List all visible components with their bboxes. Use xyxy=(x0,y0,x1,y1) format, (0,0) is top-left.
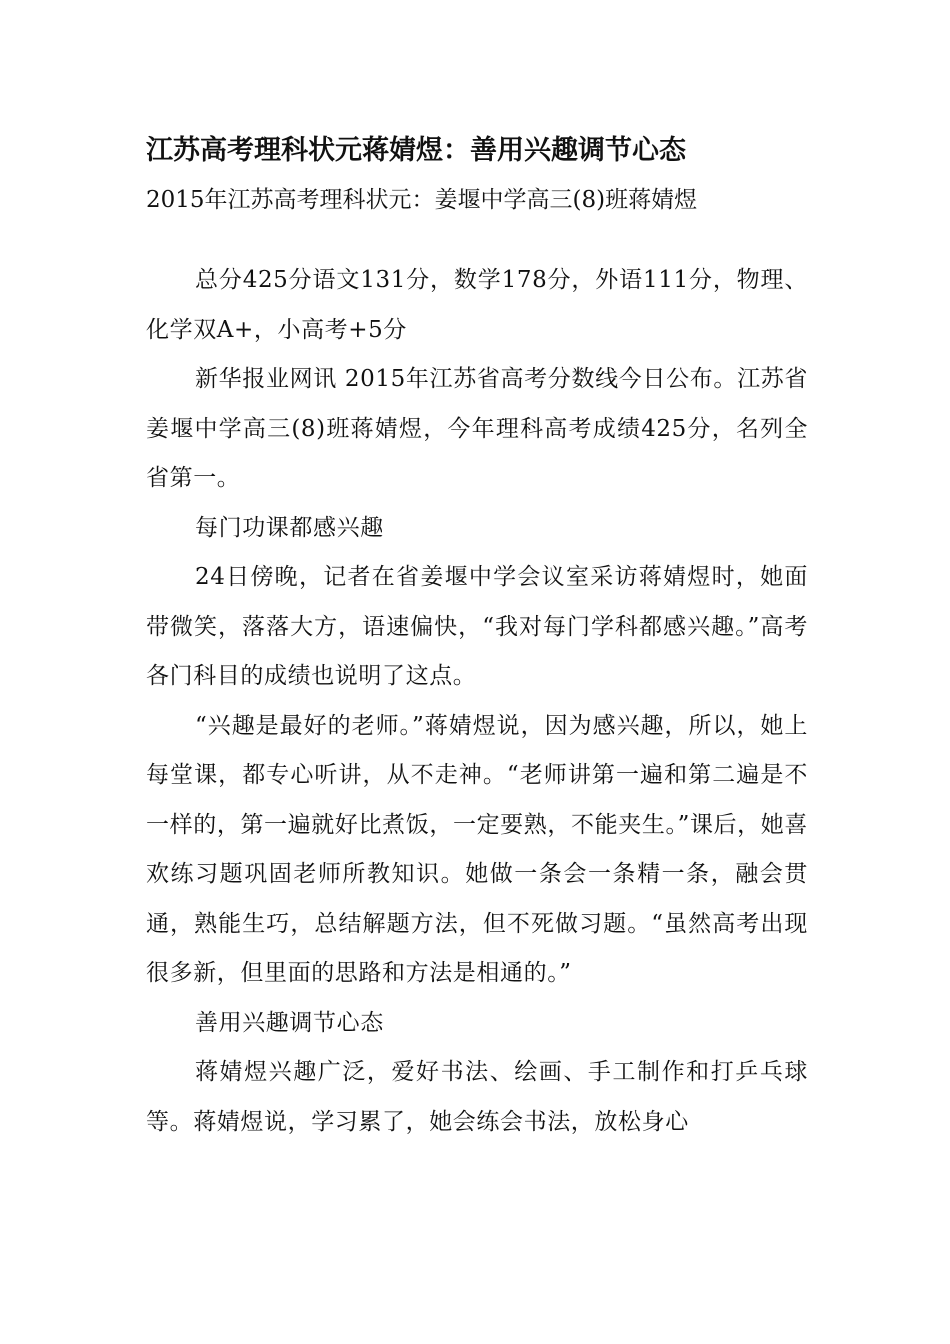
paragraph-study-method: “兴趣是最好的老师。”蒋婧煜说，因为感兴趣，所以，她上每堂课，都专心听讲，从不走神。“老师讲第一遍和第二遍是不一样的，第一遍就好比煮饭，一定要熟，不能夹生。”课后，她喜欢练习题巩固老师所教知识。她做一条会一条精一条，融会贯通，熟能生巧，总结解题方法，但不死做习题。“虽然高考出现很多新，但里面的思路和方法是相通的。” xyxy=(146,712,808,986)
document-subtitle: 2015年江苏高考理科状元：姜堰中学高三(8)班蒋婧煜 xyxy=(146,187,698,213)
paragraph-news-intro: 新华报业网讯 2015年江苏省高考分数线今日公布。江苏省姜堰中学高三(8)班蒋婧煜，今年理科高考成绩425分，名列全省第一。 xyxy=(146,366,808,491)
section-heading-interest: 每门功课都感兴趣 xyxy=(195,514,384,541)
document-title: 江苏高考理科状元蒋婧煜：善用兴趣调节心态 xyxy=(146,135,686,166)
paragraph-interview: 24日傍晚，记者在省姜堰中学会议室采访蒋婧煜时，她面带微笑，落落大方，语速偏快，“我对每门学科都感兴趣。”高考各门科目的成绩也说明了这点。 xyxy=(146,564,808,689)
paragraph-hobbies: 蒋婧煜兴趣广泛，爱好书法、绘画、手工制作和打乒乓球等。蒋婧煜说，学习累了，她会练会书法，放松身心 xyxy=(146,1059,808,1135)
paragraph-scores: 总分425分语文131分，数学178分，外语111分，物理、化学双A+，小高考+5分 xyxy=(146,267,808,343)
section-heading-mindset: 善用兴趣调节心态 xyxy=(195,1009,384,1036)
document-body xyxy=(146,256,808,1147)
